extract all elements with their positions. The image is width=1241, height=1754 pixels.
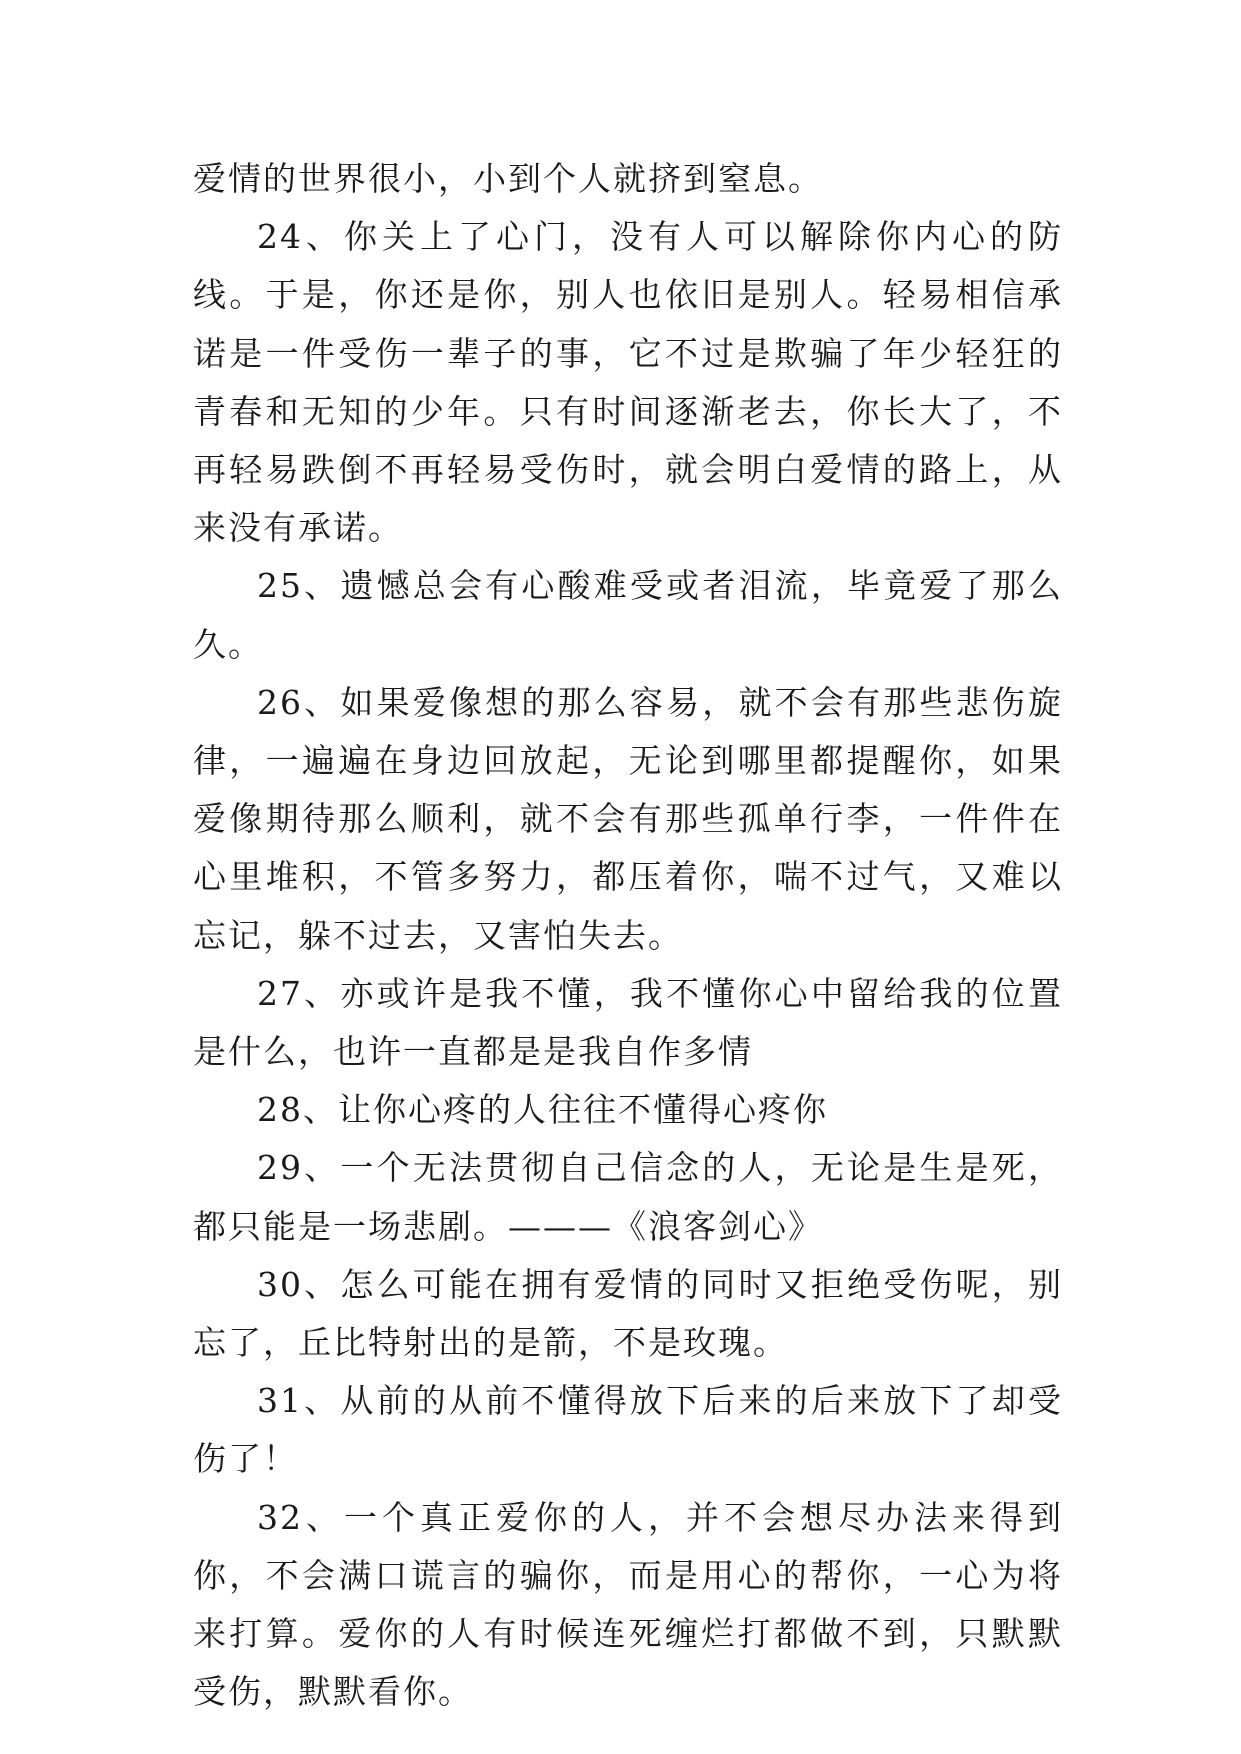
document-body xyxy=(193,150,1063,1721)
paragraph-25: 25、遗憾总会有心酸难受或者泪流，毕竟爱了那么久。 xyxy=(193,566,1063,664)
paragraph-31: 31、从前的从前不懂得放下后来的后来放下了却受伤了！ xyxy=(193,1381,1063,1479)
paragraph-30: 30、怎么可能在拥有爱情的同时又拒绝受伤呢，别忘了，丘比特射出的是箭，不是玫瑰。 xyxy=(193,1264,1063,1363)
paragraph-28: 28、让你心疼的人往往不懂得心疼你 xyxy=(257,1090,828,1130)
paragraph-continuation: 爱情的世界很小，小到个人就挤到窒息。 xyxy=(193,159,823,198)
paragraph-24: 24、你关上了心门，没有人可以解除你内心的防线。于是，你还是你，别人也依旧是别人。轻易相信承诺是一件受伤一辈子的事，它不过是欺骗了年少轻狂的青春和无知的少年。只有时间逐渐老去，你长大了，不再轻易跌倒不再轻易受伤时，就会明白爱情的路上，从来没有承诺。 xyxy=(193,217,1063,548)
paragraph-32: 32、一个真正爱你的人，并不会想尽办法来得到你，不会满口谎言的骗你，而是用心的帮你，一心为将来打算。爱你的人有时候连死缠烂打都做不到，只默默受伤，默默看你。 xyxy=(193,1497,1063,1712)
paragraph-27: 27、亦或许是我不懂，我不懂你心中留给我的位置是什么，也许一直都是是我自作多情 xyxy=(193,973,1063,1072)
paragraph-29: 29、一个无法贯彻自己信念的人，无论是生是死，都只能是一场悲剧。———《浪客剑心》 xyxy=(193,1148,1063,1246)
paragraph-26: 26、如果爱像想的那么容易，就不会有那些悲伤旋律，一遍遍在身边回放起，无论到哪里都提醒你，如果爱像期待那么顺利，就不会有那些孤单行李，一件件在心里堆积，不管多努力，都压着你，喘不过气，又难以忘记，躲不过去，又害怕失去。 xyxy=(193,682,1063,955)
